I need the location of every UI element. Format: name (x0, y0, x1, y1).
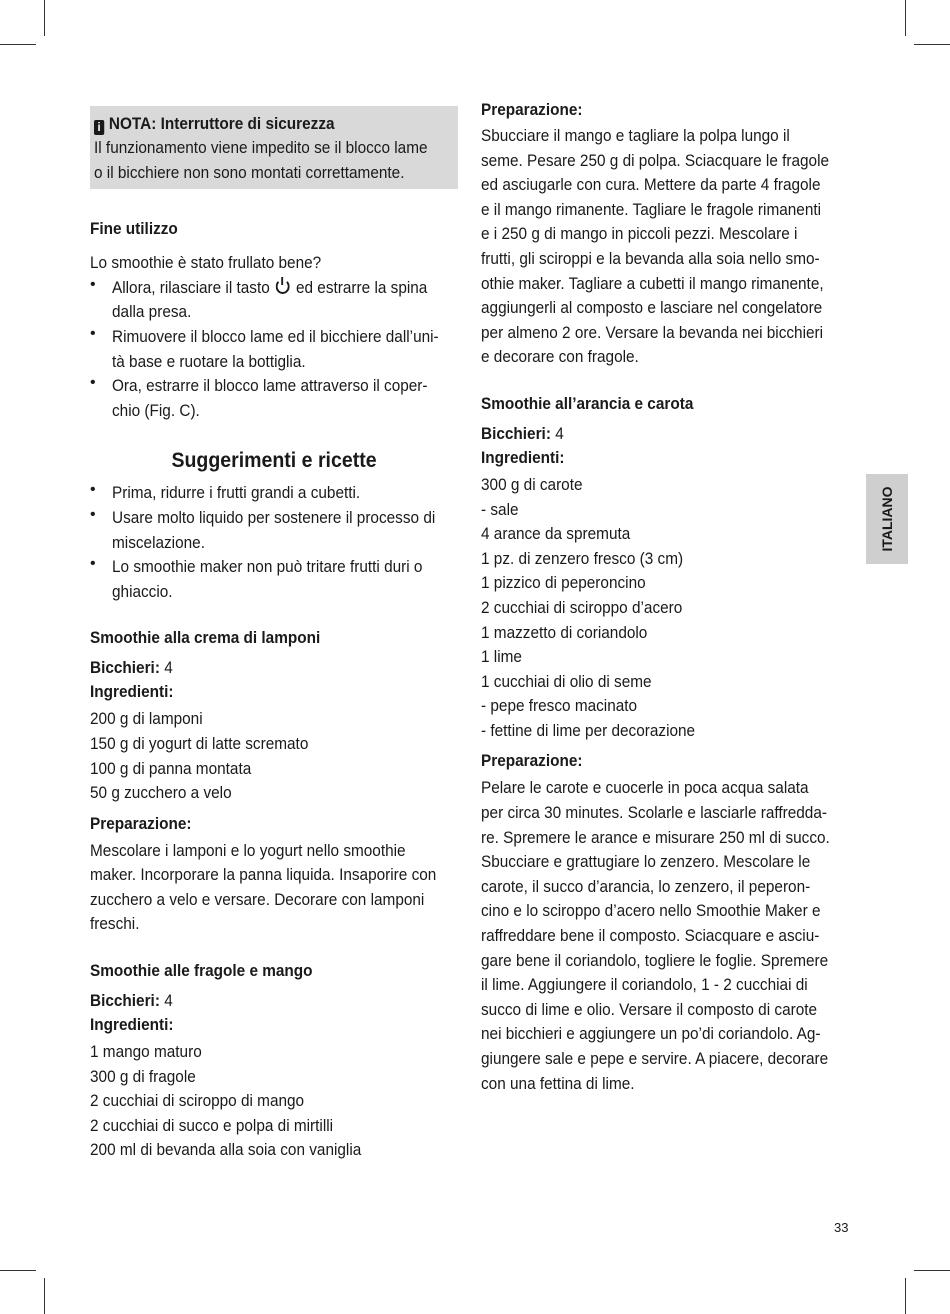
note-line: Il funzionamento viene impedito se il blocco lame (94, 139, 428, 157)
ingredient: 100 g di panna montata (90, 759, 252, 778)
list-item: • Ora, estrarre il blocco lame attraverso il coper- chio (Fig. C). (90, 374, 458, 423)
ingredient: 200 ml di bevanda alla soia con vaniglia (90, 1141, 362, 1160)
ingredient: 1 pz. di zenzero fresco (3 cm) (481, 549, 684, 568)
ingredient: 300 g di fragole (90, 1067, 196, 1086)
tips-list (90, 481, 458, 604)
list-item: • Allora, rilasciare il tasto ed estrarre la spina dalla presa. (90, 276, 458, 325)
prep-line: giungere sale e pepe e servire. A piacere, decorare (481, 1050, 829, 1068)
language-tab-label: ITALIANO (879, 486, 895, 552)
prep-line: gare bene il coriandolo, togliere le foglie. Spremere (481, 951, 829, 970)
ingredient: 2 cucchiai di succo e polpa di mirtilli (90, 1116, 334, 1135)
prep-line: zucchero a velo e versare. Decorare con lamponi (90, 890, 425, 909)
ingredient: 150 g di yogurt di latte scremato (90, 734, 309, 753)
ingredient: - pepe fresco macinato (481, 697, 638, 716)
crop-mark (905, 1278, 906, 1314)
crop-mark (905, 0, 906, 36)
language-tab (866, 474, 908, 564)
crop-mark (914, 44, 950, 45)
prep-line: succo di lime e olio. Versare il composto di carote (481, 1000, 818, 1019)
prep-line: cino e lo sciroppo d’acero nello Smoothie Maker e (481, 902, 821, 921)
section-title: Suggerimenti e ricette (171, 449, 377, 473)
prep-line: ed asciugarle con cura. Mettere da parte 4 fragole (481, 176, 821, 195)
prep-line: raffreddare bene il composto. Sciacquare e asciu- (481, 927, 820, 946)
prep-line: Pelare le carote e cuocerle in poca acqua salata (481, 779, 809, 798)
prep-line: e i 250 g di mango in piccoli pezzi. Mescolare i (481, 225, 798, 244)
ingredient: 1 lime (481, 648, 522, 667)
recipe-title: Smoothie alla crema di lamponi (90, 629, 321, 648)
ingredient: 4 arance da spremuta (481, 525, 631, 544)
ingredient: 1 mazzetto di coriandolo (481, 623, 648, 642)
list-item: • Usare molto liquido per sostenere il processo di miscelazione. (90, 506, 458, 555)
prep-line: per almeno 2 ore. Versare la bevanda nei bicchieri (481, 323, 824, 342)
ingredient: 200 g di lamponi (90, 710, 203, 729)
crop-mark (0, 44, 36, 45)
fine-heading: Fine utilizzo (90, 220, 178, 239)
crop-mark (914, 1270, 950, 1271)
ingredient: 300 g di carote (481, 475, 583, 494)
prep-line: aggiungerli al composto e lasciare nel congelatore (481, 299, 823, 318)
ingredient: 1 mango maturo (90, 1043, 202, 1062)
prep-line: othie maker. Tagliare a cubetti il mango rimanente, (481, 274, 824, 293)
ingredient: - fettine di lime per decorazione (481, 721, 696, 740)
ingredient: 2 cucchiai di sciroppo d’acero (481, 598, 683, 617)
list-item: • Prima, ridurre i frutti grandi a cubetti. (90, 481, 458, 506)
note-line: o il bicchiere non sono montati correttamente. (94, 163, 405, 182)
prep-line: Sbucciare il mango e tagliare la polpa lungo il (481, 127, 790, 145)
ingredient: 50 g zucchero a velo (90, 784, 232, 803)
page-number: 33 (834, 1220, 849, 1235)
list-item: • Lo smoothie maker non può tritare frutti duri o ghiaccio. (90, 555, 458, 604)
recipe-title: Smoothie all’arancia e carota (481, 394, 694, 413)
ingredient: 1 pizzico di peperoncino (481, 574, 646, 593)
prep-line: e decorare con fragole. (481, 348, 639, 367)
prep-line: per circa 30 minutes. Scolarle e lasciarle raffredda- (481, 804, 828, 823)
crop-mark (0, 1270, 36, 1271)
prep-line: e il mango rimanente. Tagliare le fragole rimanenti (481, 200, 822, 219)
crop-mark (44, 0, 45, 36)
info-icon: i (94, 120, 104, 135)
prep-line: il lime. Aggiungere il coriandolo, 1 - 2 cucchiai di (481, 976, 808, 995)
right-column: Preparazione: Sbucciare il mango e tagliare la polpa lungo il seme. Pesare 250 g di polpa. Sciacquare le fragole ed asciugarle con cura. Mettere da parte 4 fragole e il mango rimanente. Tagliare le fragole rimanenti e i 250 g di mango in piccoli pezzi. Mescolare i frutti, gli sciroppi e la bevanda alla soia nello smo- othie maker. Tagliare a cubetti il mango rimanente, aggiungerli al composto e lasciare nel congelatore per almeno 2 ore. Versare la bevanda nei bicchieri e decorare con fragole. Smoothie all’arancia e carota Bicchieri: 4 Ingredienti: 300 g di carote - sale 4 arance da spremuta 1 pz. di zenzero fresco (3 cm) 1 pizzico di peperoncino 2 cucchiai di sciroppo d’acero 1 mazzetto di coriandolo 1 lime 1 cucchiai di olio di seme - pepe fresco macinato - fettine di lime per decorazione Preparazione: Pelare le carote e cuocerle in poca acqua salata per circa 30 minutes. Scolarle e lasciarle raffredda- re. Spremere le arance e misurare 250 ml di succo. Sbucciare e grattugiare lo zenzero. Mescolare le carote, il succo d’arancia, lo zenzero, il peperon- cino e lo sciroppo d’acero nello Smoothie Maker e raffreddare bene il composto. Sciacquare e asciu- gare bene il coriandolo, togliere le foglie. Spremere il lime. Aggiungere il coriandolo, 1 - 2 cucchiai di succo di lime e olio. Versare il composto di carote nei bicchieri e aggiungere un po’di coriandolo. Ag- giungere sale e pepe e servire. A piacere, decorare con una fettina di lime. (481, 98, 851, 1096)
prep-line: Mescolare i lamponi e lo yogurt nello smoothie (90, 841, 406, 860)
prep-line: frutti, gli sciroppi e la bevanda alla soia nello smo- (481, 249, 820, 268)
ingredient: 1 cucchiai di olio di seme (481, 672, 652, 691)
prep-line: maker. Incorporare la panna liquida. Insaporire con (90, 866, 437, 885)
fine-intro: Lo smoothie è stato frullato bene? (90, 254, 322, 273)
note-title: NOTA: Interruttore di sicurezza (108, 115, 335, 133)
prep-line: con una fettina di lime. (481, 1074, 635, 1093)
prep-line: freschi. (90, 915, 140, 934)
prep-line: nei bicchieri e aggiungere un po’di coriandolo. Ag- (481, 1025, 821, 1044)
prep-line: carote, il succo d’arancia, lo zenzero, il peperon- (481, 877, 811, 896)
prep-line: re. Spremere le arance e misurare 250 ml di succo. (481, 828, 830, 847)
ingredient: - sale (481, 500, 519, 519)
crop-mark (44, 1278, 45, 1314)
left-column: i NOTA: Interruttore di sicurezza Il funzionamento viene impedito se il blocco lame o il bicchiere non sono montati correttamente. Fine utilizzo Lo smoothie è stato frullato bene? • Allora, rilasciare il tasto ed estrarre la spina dalla presa. • Rimuovere il blocco lame ed il bicchiere dall’uni- tà base e ruotare la bottiglia. • Ora, estrarre il blocco lame attraverso il coper- chio (Fig. C). Suggerimenti e ricette • Prima, ridurre i frutti grandi a cubetti. • Usare molto liquido per sostenere il processo di miscelazione. • Lo smoothie maker non può tritare frutti duri o ghiaccio. Smoothie alla crema di lamponi Bicchieri: 4 Ingredienti: 200 g di lamponi 150 g di yogurt di latte scremato 100 g di panna montata 50 g zucchero a velo Preparazione: Mescolare i lamponi e lo yogurt nello smoothie maker. Incorporare la panna liquida. Insaporire con zucchero a velo e versare. Decorare con lamponi freschi. Smoothie alle fragole e mango Bicchieri: 4 Ingredienti: 1 mango maturo 300 g di fragole 2 cucchiai di sciroppo di mango 2 cucchiai di succo e polpa di mirtilli 200 ml di bevanda alla soia con vaniglia (90, 100, 458, 1163)
fine-list (90, 276, 458, 424)
safety-note (90, 106, 458, 189)
ingredient: 2 cucchiai di sciroppo di mango (90, 1092, 305, 1111)
recipe-title: Smoothie alle fragole e mango (90, 962, 313, 981)
prep-line: Sbucciare e grattugiare lo zenzero. Mescolare le (481, 853, 811, 872)
list-item: • Rimuovere il blocco lame ed il bicchiere dall’uni- tà base e ruotare la bottiglia. (90, 325, 458, 374)
power-icon (276, 279, 290, 294)
prep-line: seme. Pesare 250 g di polpa. Sciacquare le fragole (481, 151, 830, 170)
